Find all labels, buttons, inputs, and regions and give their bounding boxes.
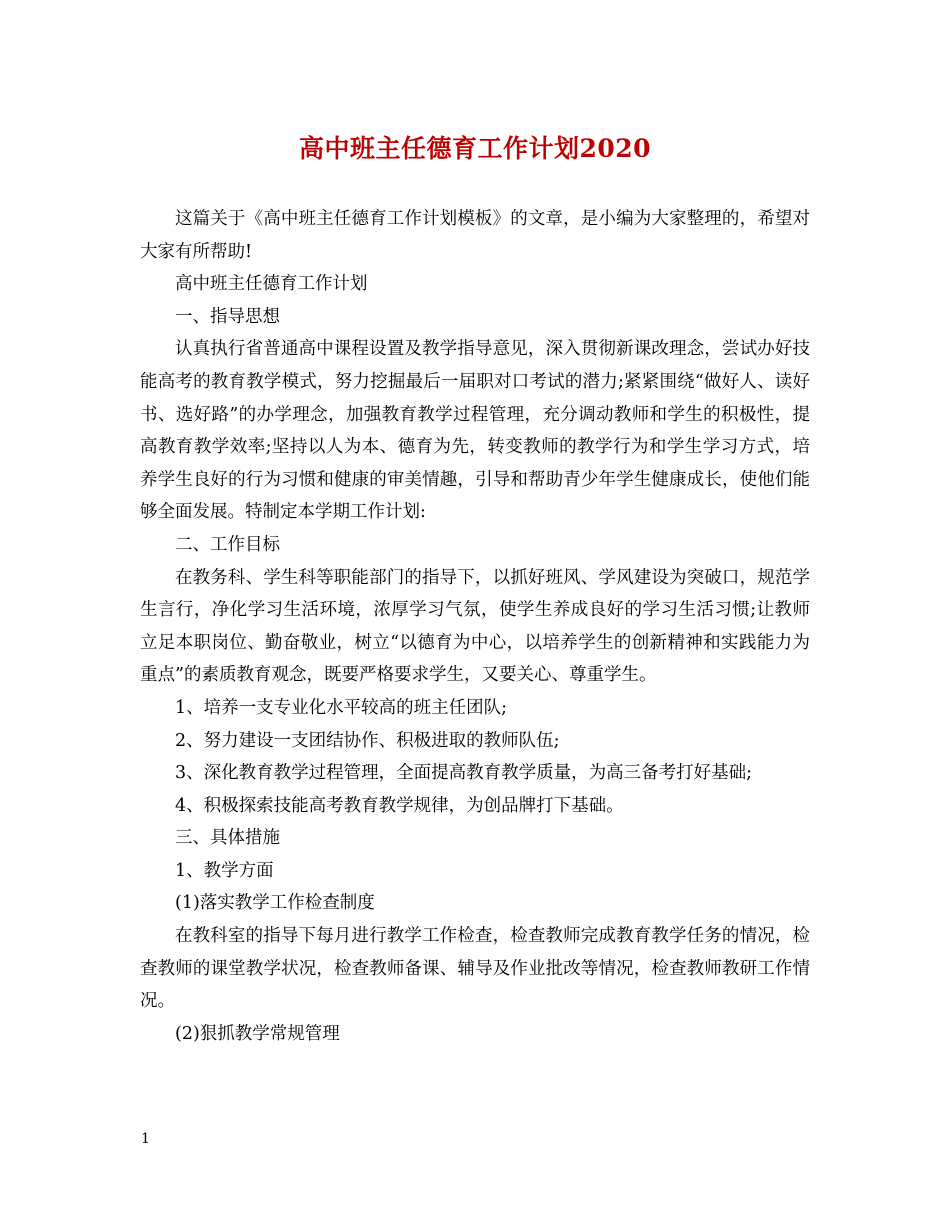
section-heading-measures: 三、具体措施 xyxy=(175,828,280,849)
measures-item-inspection: (1)落实教学工作检查制度 xyxy=(175,893,375,914)
section-heading-guiding-ideology: 一、指导思想 xyxy=(175,306,280,327)
goal-item-2: 2、努力建设一支团结协作、积极进取的教师队伍; xyxy=(175,730,560,751)
guiding-ideology-paragraph: 认真执行省普通高中课程设置及教学指导意见，深入贯彻新课改理念，尝试办好技能高考的教育教学模式，努力挖掘最后一届职对口考试的潜力;紧紧围绕“做好人、读好书、选好路”的办学理念，加强教育教学过程管理，充分调动教师和学生的积极性，提高教育教学效率;坚持以人为本、德育为先，转变教师的教学行为和学生学习方式，培养学生良好的行为习惯和健康的审美情趣，引导和帮助青少年学生健康成长，使他们能够全面发展。特制定本学期工作计划: xyxy=(140,339,810,523)
measures-subheading-teaching: 1、教学方面 xyxy=(175,860,274,881)
intro-paragraph: 这篇关于《高中班主任德育工作计划模板》的文章，是小编为大家整理的，希望对大家有所帮助! xyxy=(140,209,810,262)
subtitle-paragraph: 高中班主任德育工作计划 xyxy=(175,274,368,295)
goal-item-3: 3、深化教育教学过程管理，全面提高教育教学质量，为高三备考打好基础; xyxy=(175,763,753,784)
goal-item-4: 4、积极探索技能高考教育教学规律，为创品牌打下基础。 xyxy=(175,795,624,816)
page-number: 1 xyxy=(141,1131,150,1147)
document-title: 高中班主任德育工作计划2020 xyxy=(298,134,652,163)
goal-item-1: 1、培养一支专业化水平较高的班主任团队; xyxy=(175,697,508,718)
document-body xyxy=(140,203,810,1050)
measures-item-routine: (2)狠抓教学常规管理 xyxy=(175,1023,340,1044)
inspection-paragraph: 在教科室的指导下每月进行教学工作检查，检查教师完成教育教学任务的情况，检查教师的课堂教学状况，检查教师备课、辅导及作业批改等情况，检查教师教研工作情况。 xyxy=(140,926,810,1012)
work-goals-paragraph: 在教务科、学生科等职能部门的指导下，以抓好班风、学风建设为突破口，规范学生言行，净化学习生活环境，浓厚学习气氛，使学生养成良好的学习生活习惯;让教师立足本职岗位、勤奋敬业，树立“以德育为中心，以培养学生的创新精神和实践能力为重点”的素质教育观念，既要严格要求学生，又要关心、尊重学生。 xyxy=(140,567,810,686)
section-heading-work-goals: 二、工作目标 xyxy=(175,534,280,555)
